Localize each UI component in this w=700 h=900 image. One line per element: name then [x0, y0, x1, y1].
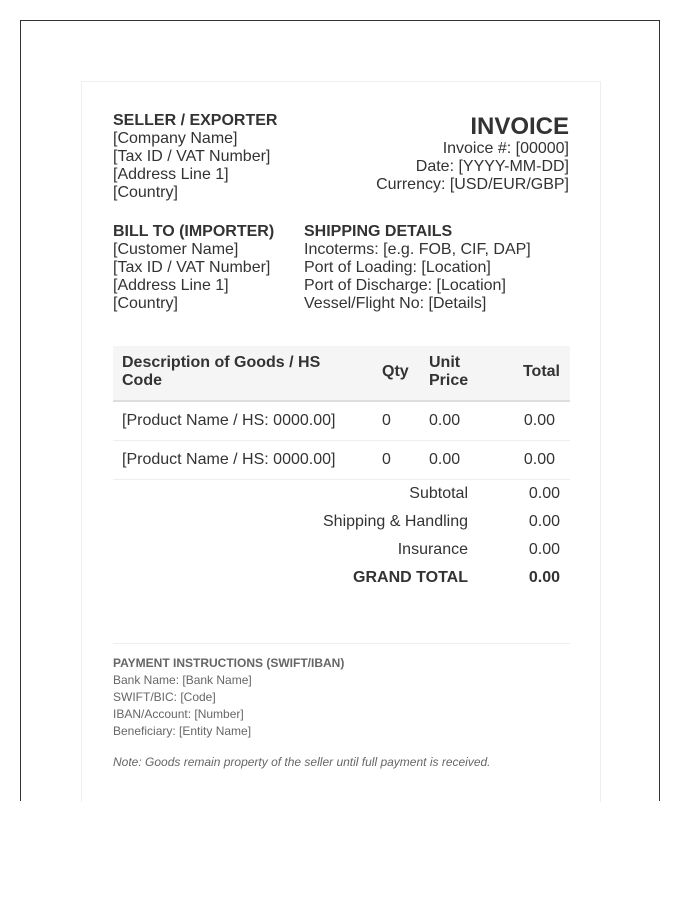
subtotal-row: [113, 480, 570, 508]
seller-block: [113, 112, 277, 202]
subtotal-value: 0.00: [528, 485, 560, 502]
header-total: Total: [522, 363, 560, 380]
shipping-incoterms: Incoterms: [e.g. FOB, CIF, DAP]: [304, 241, 531, 258]
row-unit-price: 0.00: [429, 451, 461, 468]
payment-beneficiary: Beneficiary: [Entity Name]: [113, 724, 252, 738]
seller-heading: SELLER / EXPORTER: [113, 112, 278, 129]
grand-total-value: 0.00: [528, 569, 560, 586]
header-description-line2: Code: [122, 372, 162, 389]
grand-total-row: [113, 564, 570, 592]
footer-divider: [113, 643, 570, 644]
bill-to-block: [113, 223, 274, 313]
invoice-currency: Currency: [USD/EUR/GBP]: [376, 176, 569, 193]
bill-to-address: [Address Line 1]: [113, 277, 229, 294]
subtotal-label: Subtotal: [409, 485, 468, 502]
bill-to-tax-id: [Tax ID / VAT Number]: [113, 259, 271, 276]
shipping-port-loading: Port of Loading: [Location]: [304, 259, 491, 276]
payment-swift: SWIFT/BIC: [Code]: [113, 690, 216, 704]
header-unit-price-line1: Unit: [429, 354, 461, 371]
insurance-label: Insurance: [397, 541, 468, 558]
table-row: [113, 441, 570, 480]
row-description: [Product Name / HS: 0000.00]: [122, 451, 336, 468]
seller-address: [Address Line 1]: [113, 166, 229, 183]
seller-country: [Country]: [113, 184, 178, 201]
payment-heading: PAYMENT INSTRUCTIONS (SWIFT/IBAN): [113, 656, 345, 670]
shipping-block: [304, 223, 531, 313]
row-unit-price: 0.00: [429, 412, 461, 429]
row-qty: 0: [382, 412, 391, 429]
shipping-port-discharge: Port of Discharge: [Location]: [304, 277, 506, 294]
insurance-row: [113, 536, 570, 564]
shipping-value: 0.00: [528, 513, 560, 530]
payment-bank-name: Bank Name: [Bank Name]: [113, 673, 252, 687]
insurance-value: 0.00: [528, 541, 560, 558]
invoice-header: [376, 114, 569, 194]
items-table-header: [113, 346, 570, 402]
header-description-line1: Description of Goods / HS: [122, 354, 321, 371]
invoice-date: Date: [YYYY-MM-DD]: [415, 158, 569, 175]
header-unit-price: [429, 354, 468, 390]
bill-to-heading: BILL TO (IMPORTER): [113, 223, 275, 240]
header-description: [122, 354, 320, 390]
row-description: [Product Name / HS: 0000.00]: [122, 412, 336, 429]
payment-iban: IBAN/Account: [Number]: [113, 707, 244, 721]
row-qty: 0: [382, 451, 391, 468]
invoice-title: INVOICE: [470, 113, 569, 140]
grand-total-label: GRAND TOTAL: [353, 569, 468, 586]
bill-to-customer: [Customer Name]: [113, 241, 239, 258]
row-total: 0.00: [523, 451, 555, 468]
row-total: 0.00: [523, 412, 555, 429]
shipping-label: Shipping & Handling: [323, 513, 468, 530]
table-row: [113, 402, 570, 441]
ownership-note: Note: Goods remain property of the seller until full payment is received.: [113, 755, 491, 769]
invoice-number: Invoice #: [00000]: [442, 140, 569, 157]
header-qty: Qty: [382, 363, 409, 380]
payment-instructions: [113, 655, 344, 740]
header-unit-price-line2: Price: [429, 372, 469, 389]
shipping-heading: SHIPPING DETAILS: [304, 223, 453, 240]
shipping-row: [113, 508, 570, 536]
seller-tax-id: [Tax ID / VAT Number]: [113, 148, 271, 165]
seller-company: [Company Name]: [113, 130, 238, 147]
shipping-vessel: Vessel/Flight No: [Details]: [304, 295, 487, 312]
bill-to-country: [Country]: [113, 295, 178, 312]
